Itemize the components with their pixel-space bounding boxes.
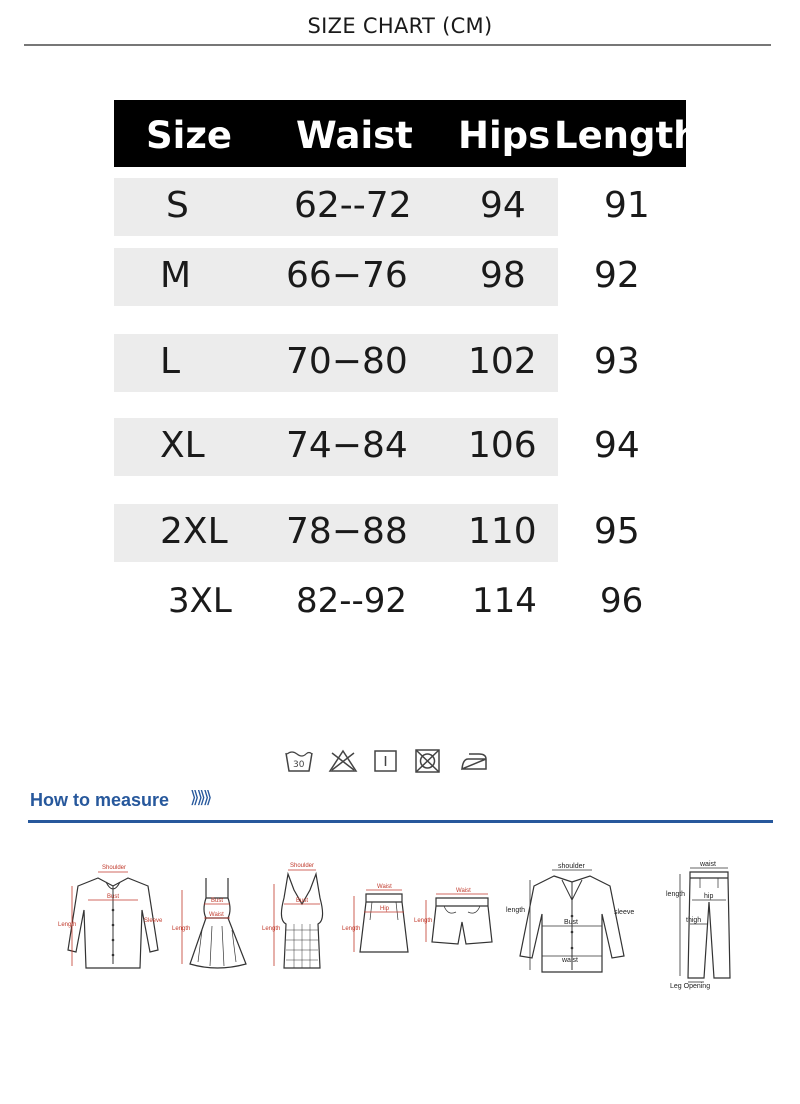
svg-text:Hip: Hip [380, 906, 390, 912]
header-waist: Waist [296, 114, 413, 157]
hips-cell: 114 [472, 581, 537, 621]
svg-text:waist: waist [562, 957, 578, 964]
table-row [114, 178, 686, 236]
svg-text:Bust: Bust [211, 898, 224, 904]
svg-text:Length: Length [342, 926, 361, 932]
size-cell: L [160, 341, 181, 382]
table-row [114, 334, 686, 392]
size-cell: 3XL [168, 581, 232, 621]
svg-text:waist: waist [700, 861, 716, 868]
svg-text:hip: hip [704, 893, 714, 900]
wash-30-icon [285, 748, 313, 774]
hips-cell: 102 [468, 341, 537, 382]
no-bleach-icon [328, 748, 358, 774]
svg-text:Length: Length [262, 926, 281, 932]
how-to-measure-heading: How to measure [30, 790, 170, 810]
hips-cell: 98 [480, 255, 526, 296]
pants-diagram [666, 860, 746, 990]
size-cell: 2XL [160, 511, 228, 552]
waist-cell: 78−88 [286, 511, 408, 552]
shirt-diagram [58, 860, 168, 976]
svg-text:shoulder: shoulder [558, 863, 585, 870]
svg-text:length: length [506, 907, 526, 914]
dress-diagram [172, 860, 262, 976]
size-cell: S [166, 185, 189, 226]
length-cell: 92 [594, 255, 640, 296]
svg-text:Waist: Waist [377, 884, 392, 890]
skirt-diagram [342, 860, 416, 976]
hips-cell: 94 [480, 185, 526, 226]
length-cell: 93 [594, 341, 640, 382]
waist-cell: 62--72 [294, 185, 412, 226]
hips-cell: 106 [468, 425, 537, 466]
table-row [114, 504, 686, 562]
svg-text:Length: Length [172, 926, 191, 932]
waist-cell: 74−84 [286, 425, 408, 466]
table-header [114, 100, 700, 167]
size-cell: M [160, 255, 192, 296]
svg-text:Bust: Bust [107, 894, 120, 900]
chevron-right-icon: ⟫⟫⟫ [190, 788, 210, 808]
table-row [114, 574, 686, 632]
svg-text:Waist: Waist [209, 912, 224, 918]
hips-cell: 110 [468, 511, 537, 552]
jacket-diagram [506, 860, 638, 984]
iron-icon [459, 748, 489, 774]
waist-cell: 82--92 [296, 581, 408, 621]
how-to-measure-divider [28, 820, 773, 823]
size-cell: XL [160, 425, 205, 466]
svg-text:30: 30 [293, 760, 305, 770]
length-cell: 95 [594, 511, 640, 552]
svg-text:Waist: Waist [456, 888, 471, 894]
title-divider [24, 44, 771, 46]
length-cell: 91 [604, 185, 650, 226]
svg-text:Sleeve: Sleeve [144, 918, 163, 924]
svg-text:Bust: Bust [296, 898, 309, 904]
waist-cell: 70−80 [286, 341, 408, 382]
tumble-dry-icon [373, 748, 399, 774]
table-row [114, 248, 686, 306]
waist-cell: 66−76 [286, 255, 408, 296]
top-diagram [262, 860, 342, 976]
svg-text:Length: Length [414, 918, 433, 924]
svg-text:Bust: Bust [564, 919, 579, 926]
header-size: Size [146, 114, 232, 157]
svg-text:Leg Opening: Leg Opening [670, 983, 711, 990]
svg-text:sleeve: sleeve [614, 909, 635, 916]
no-tumble-dry-icon [414, 748, 442, 774]
table-row [114, 418, 686, 476]
svg-text:Length: Length [58, 922, 77, 928]
length-cell: 94 [594, 425, 640, 466]
svg-text:Shoulder: Shoulder [290, 863, 315, 869]
svg-text:length: length [666, 891, 686, 898]
svg-text:Shoulder: Shoulder [102, 865, 127, 871]
length-cell: 96 [600, 581, 644, 621]
shorts-diagram [414, 860, 500, 976]
svg-text:thigh: thigh [686, 917, 702, 924]
header-length: Length [554, 114, 700, 157]
header-hips: Hips [458, 114, 551, 157]
page-title: SIZE CHART (CM) [307, 14, 493, 38]
